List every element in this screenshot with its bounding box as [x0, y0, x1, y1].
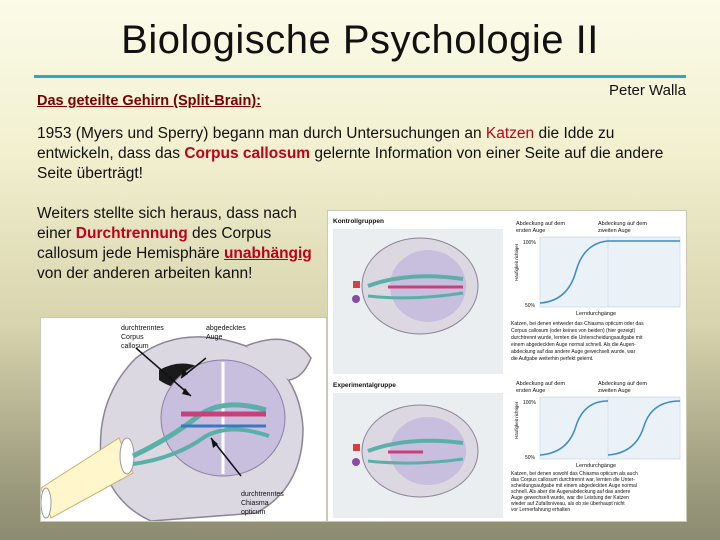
exp-col1-head-line1: Abdeckung auf dem: [516, 381, 565, 387]
slide-title: Biologische Psychologie II: [121, 18, 599, 62]
control-y50: 50%: [525, 303, 536, 309]
red-square-symbol: [353, 444, 360, 451]
control-caption-1: Katzen, bei denen entweder das Chiasma opticum oder das: [511, 321, 644, 327]
findings-paragraph: [37, 204, 322, 284]
para2-text-1: Weiters stellte sich heraus, dass nach einer: [37, 205, 297, 242]
exp-caption-3: scheidungsaufgabe mit einem abgedeckten Auge normal: [511, 483, 637, 489]
experiment-results-figure: [327, 210, 687, 522]
exp-caption-5: Auge gewechselt wurde, war die Leistung der Katzen: [511, 495, 629, 501]
purple-circle-symbol: [352, 295, 360, 303]
intro-paragraph: [37, 124, 687, 184]
control-caption-6: die Aufgabe weiterhin perfekt gelernt.: [511, 356, 594, 362]
para2-text-3: von der anderen arbeiten kann!: [37, 265, 253, 282]
control-group-title: Kontrollgruppen: [333, 218, 384, 225]
label-chiasma-line2: Chiasma: [241, 500, 269, 507]
para1-text-3: gelernte Information von einer Seite auf die andere Seite überträgt!: [37, 145, 664, 182]
cat-brain-illustration: [41, 318, 326, 521]
exp-col1-head-line2: ersten Auge: [516, 388, 546, 394]
control-caption-3: durchtrennt wurde, lernten die Unterscheidungsaufgabe mit: [511, 335, 643, 341]
para1-text-2: die Idde zu entwickeln, dass das: [37, 125, 615, 162]
para2-highlight-unabhaengig: unabhängig: [223, 245, 312, 262]
title-divider: [34, 75, 686, 78]
para2-highlight-durchtrennung: Durchtrennung: [75, 225, 188, 242]
exp-col2-head-line2: zweiten Auge: [598, 388, 631, 394]
exp-y100: 100%: [523, 400, 536, 406]
control-caption-4: einem abgedeckten Auge normal schnell. Als die Augen-: [511, 342, 636, 348]
control-col2-head-line2: zweiten Auge: [598, 228, 631, 234]
purple-circle-symbol: [352, 458, 360, 466]
control-ylabel: Häufigkeit richtiger: [514, 243, 519, 281]
author-name: Peter Walla: [609, 82, 686, 99]
control-col2-head-line1: Abdeckung auf dem: [598, 221, 647, 227]
control-xlabel: Lerndurchgänge: [576, 311, 617, 317]
exp-caption-7: vor Lernerfahrung erhalten: [511, 507, 571, 513]
control-col1-head-line2: ersten Auge: [516, 228, 546, 234]
section-subtitle: Das geteilte Gehirn (Split-Brain):: [37, 93, 261, 109]
exp-caption-4: schnell. Als aber die Augenabdeckung auf das andere: [511, 489, 631, 495]
exp-ylabel: Häufigkeit richtiger: [514, 401, 519, 439]
control-y100: 100%: [523, 240, 536, 246]
experiment-results-illustration: [328, 211, 686, 521]
exp-caption-6: wieder auf Zufallsniveau, als ob sie überhaupt nicht: [511, 501, 625, 507]
label-covered-eye-line2: Auge: [206, 334, 223, 341]
control-col1-head-line1: Abdeckung auf dem: [516, 221, 565, 227]
exp-y50: 50%: [525, 455, 536, 461]
label-corpus-callosum-line1: durchtrenntes: [121, 325, 164, 332]
label-corpus-callosum-line2: Corpus: [121, 334, 144, 341]
experimental-group-title: Experimentalgruppe: [333, 382, 396, 389]
label-chiasma-line1: durchtrenntes: [241, 491, 284, 498]
exp-caption-1: Katzen, bei denen sowohl das Chiasma opticum als auch: [511, 471, 638, 477]
label-chiasma-line3: opticum: [241, 509, 266, 516]
red-square-symbol: [353, 281, 360, 288]
para2-text-2: des Corpus callosum jede Hemisphäre: [37, 225, 272, 262]
exp-col2-head-line1: Abdeckung auf dem: [598, 381, 647, 387]
label-covered-eye-line1: abgedecktes: [206, 325, 246, 332]
label-corpus-callosum-line3: callosum: [121, 343, 149, 350]
para1-highlight-katzen: Katzen: [485, 125, 535, 142]
cat-brain-figure: [40, 317, 327, 522]
control-caption-2: Corpus callosum (oder keines von beiden) (hier gezeigt): [511, 328, 636, 334]
exp-xlabel: Lerndurchgänge: [576, 463, 617, 469]
para1-highlight-corpus-callosum: Corpus callosum: [184, 145, 311, 162]
control-caption-5: abdeckung auf das andere Auge gewechselt wurde, war: [511, 349, 636, 355]
exp-caption-2: das Corpus callosum durchtrennt war, lernten die Unter-: [511, 477, 635, 483]
para1-text-1: 1953 (Myers und Sperry) begann man durch Untersuchungen an: [37, 125, 486, 142]
